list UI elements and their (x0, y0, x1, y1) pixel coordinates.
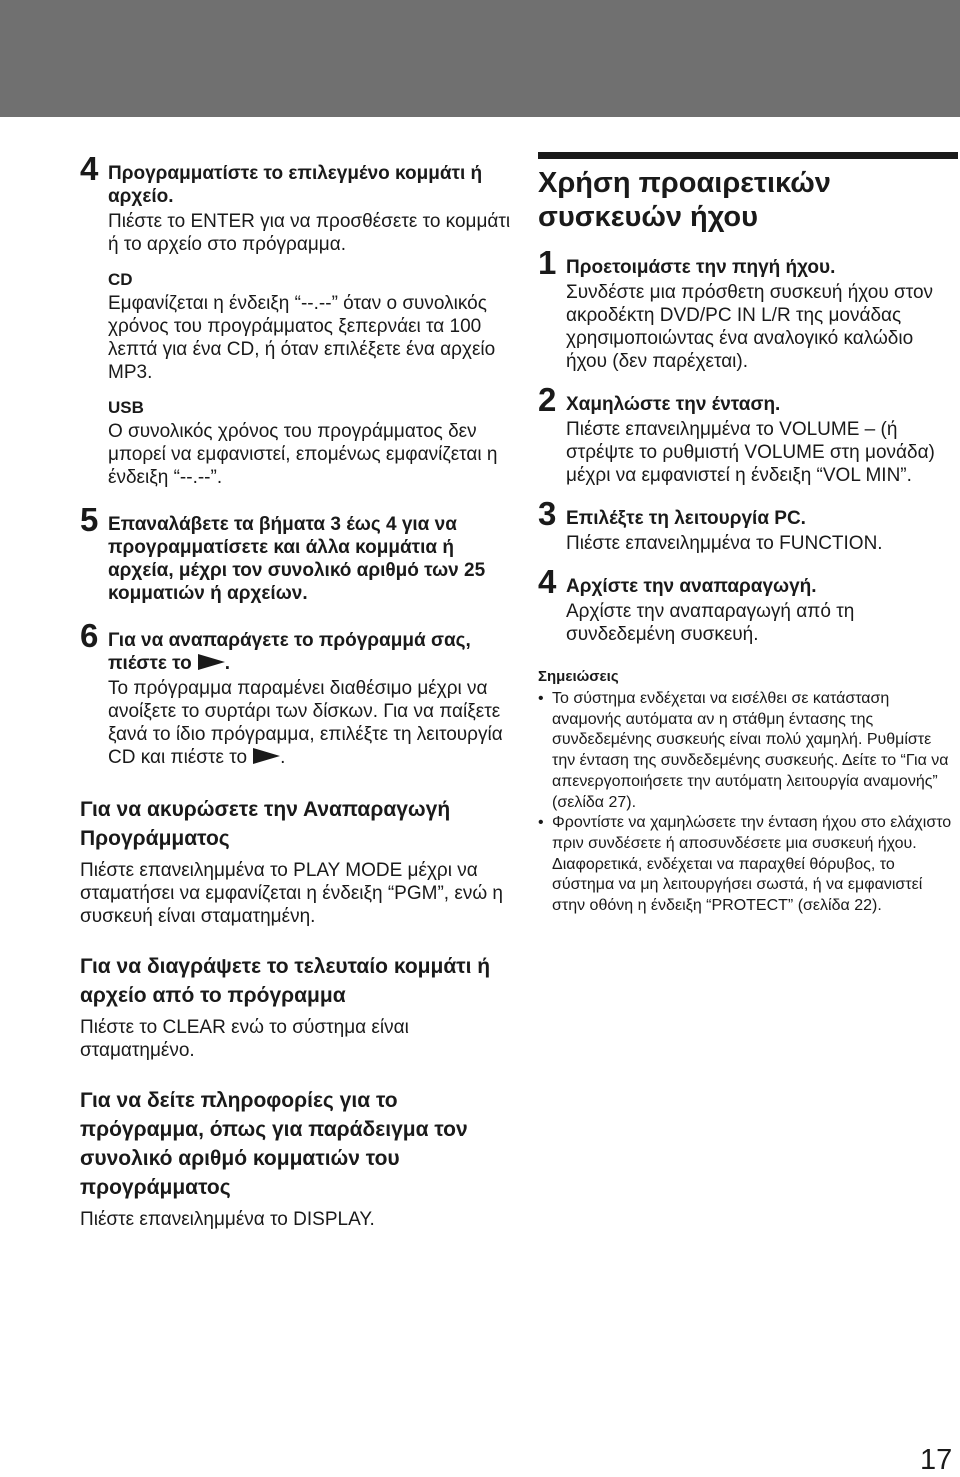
section-heading: Για να διαγράψετε το τελευταίο κομμάτι ή αρχείο από το πρόγραμμα (80, 955, 491, 1007)
step-title: Επιλέξτε τη λειτουργία PC. (566, 508, 806, 529)
right-step-4 (538, 565, 958, 646)
step-title (108, 629, 520, 675)
step-text: Πιέστε το ENTER για να προσθέσετε το κομμάτι ή το αρχείο στο πρόγραμμα. (108, 211, 511, 255)
step-title-end: . (224, 653, 231, 674)
step-text (108, 677, 520, 769)
info-section (80, 1086, 520, 1231)
cancel-section (80, 795, 520, 928)
section-rule (538, 152, 958, 159)
step-title-text: Για να αναπαράγετε το πρόγραμμά σας, πιέστε το (108, 630, 471, 674)
section-text: Πιέστε επανειλημμένα το DISPLAY. (80, 1209, 375, 1230)
right-step-1 (538, 246, 958, 373)
step-4 (80, 152, 520, 489)
right-step-2 (538, 383, 958, 487)
right-column (538, 152, 958, 917)
note-item (538, 689, 958, 813)
section-text: Πιέστε το CLEAR ενώ το σύστημα είναι σταματημένο. (80, 1017, 409, 1061)
delete-section (80, 952, 520, 1062)
note-extra-text: Διαφορετικά, ενδέχεται να παραχθεί θόρυβος, το σύστημα να μη λειτουργήσει σωστά, ή να εμφανιστεί στην οθόνη η ένδειξη “PROTECT” (σελίδα 22). (552, 855, 923, 915)
header-bar (0, 0, 960, 117)
section-title: Χρήση προαιρετικών συσκευών ήχου (538, 167, 831, 233)
step-title: Προγραμματίστε το επιλεγμένο κομμάτι ή αρχείο. (108, 163, 483, 207)
step-number: 4 (80, 150, 99, 187)
usb-text: Ο συνολικός χρόνος του προγράμματος δεν μπορεί να εμφανιστεί, επομένως εμφανίζεται η ένδειξη “--.--”. (108, 421, 498, 488)
step-text-end: . (280, 747, 286, 768)
note-item (538, 813, 958, 917)
section-text: Πιέστε επανειλημμένα το PLAY MODE μέχρι να σταματήσει να εμφανίζεται η ένδειξη “PGM”, ενώ η συσκευή είναι σταματημένη. (80, 860, 504, 927)
step-text: Αρχίστε την αναπαραγωγή από τη συνδεδεμένη συσκευή. (566, 601, 855, 645)
note-text: Φροντίστε να χαμηλώσετε την ένταση ήχου στο ελάχιστο πριν συνδέσετε ή αποσυνδέσετε μια συσκευή ήχου. (552, 814, 952, 852)
step-text: Πιέστε επανειλημμένα το VOLUME – (ή στρέψτε το ρυθμιστή VOLUME στη μονάδα) μέχρι να εμφανιστεί η ένδειξη “VOL MIN”. (566, 419, 935, 486)
notes-list (538, 689, 958, 917)
cd-text: Εμφανίζεται η ένδειξη “--.--” όταν ο συνολικός χρόνος του προγράμματος ξεπερνάει τα 100 λεπτά για ένα CD, ή όταν επιλέξετε ένα αρχείο MP3. (108, 293, 496, 383)
step-number: 4 (538, 563, 557, 600)
play-icon (253, 748, 280, 764)
step-text-main: Το πρόγραμμα παραμένει διαθέσιμο μέχρι να ανοίξετε το συρτάρι των δίσκων. Για να παίξετε ξανά το ίδιο πρόγραμμα, επιλέξτε τη λειτουργία CD και πιέστε το (108, 678, 503, 768)
cd-label: CD (108, 270, 133, 289)
left-column (80, 152, 520, 1231)
section-heading: Για να δείτε πληροφορίες για το πρόγραμμα, όπως για παράδειγμα τον συνολικό αριθμό κομματιών του προγράμματος (80, 1089, 468, 1199)
step-number: 5 (80, 501, 99, 538)
step-6 (80, 619, 520, 769)
step-number: 3 (538, 495, 557, 532)
step-title: Αρχίστε την αναπαραγωγή. (566, 576, 817, 597)
usb-label: USB (108, 398, 144, 417)
note-text: Το σύστημα ενδέχεται να εισέλθει σε κατάσταση αναμονής αυτόματα αν η στάθμη έντασης της συνδεδεμένης συσκευής είναι πολύ χαμηλή. Ρυθμίστε την ένταση της συνδεδεμένης συσκευής. Δείτε το “Για να απενεργοποιήσετε την αυτόματη λειτουργία αναμονής” (σελίδα 27). (552, 690, 949, 811)
page-number: 17 (920, 1444, 953, 1476)
step-text: Πιέστε επανειλημμένα το FUNCTION. (566, 533, 883, 554)
step-title: Επαναλάβετε τα βήματα 3 έως 4 για να προγραμματίσετε και άλλα κομμάτια ή αρχεία, μέχρι τον συνολικό αριθμό των 25 κομματιών ή αρχείων. (108, 514, 486, 604)
notes-label: Σημειώσεις (538, 668, 619, 685)
play-icon (198, 654, 225, 670)
step-number: 1 (538, 244, 557, 281)
step-title: Χαμηλώστε την ένταση. (566, 394, 781, 415)
step-title: Προετοιμάστε την πηγή ήχου. (566, 257, 836, 278)
step-number: 6 (80, 617, 99, 654)
step-text: Συνδέστε μια πρόσθετη συσκευή ήχου στον ακροδέκτη DVD/PC IN L/R της μονάδας χρησιμοποιώντας ένα αναλογικό καλώδιο ήχου (δεν παρέχεται). (566, 282, 934, 372)
step-5 (80, 503, 520, 605)
right-step-3 (538, 497, 958, 555)
section-heading: Για να ακυρώσετε την Αναπαραγωγή Προγράμματος (80, 798, 451, 850)
step-number: 2 (538, 381, 557, 418)
